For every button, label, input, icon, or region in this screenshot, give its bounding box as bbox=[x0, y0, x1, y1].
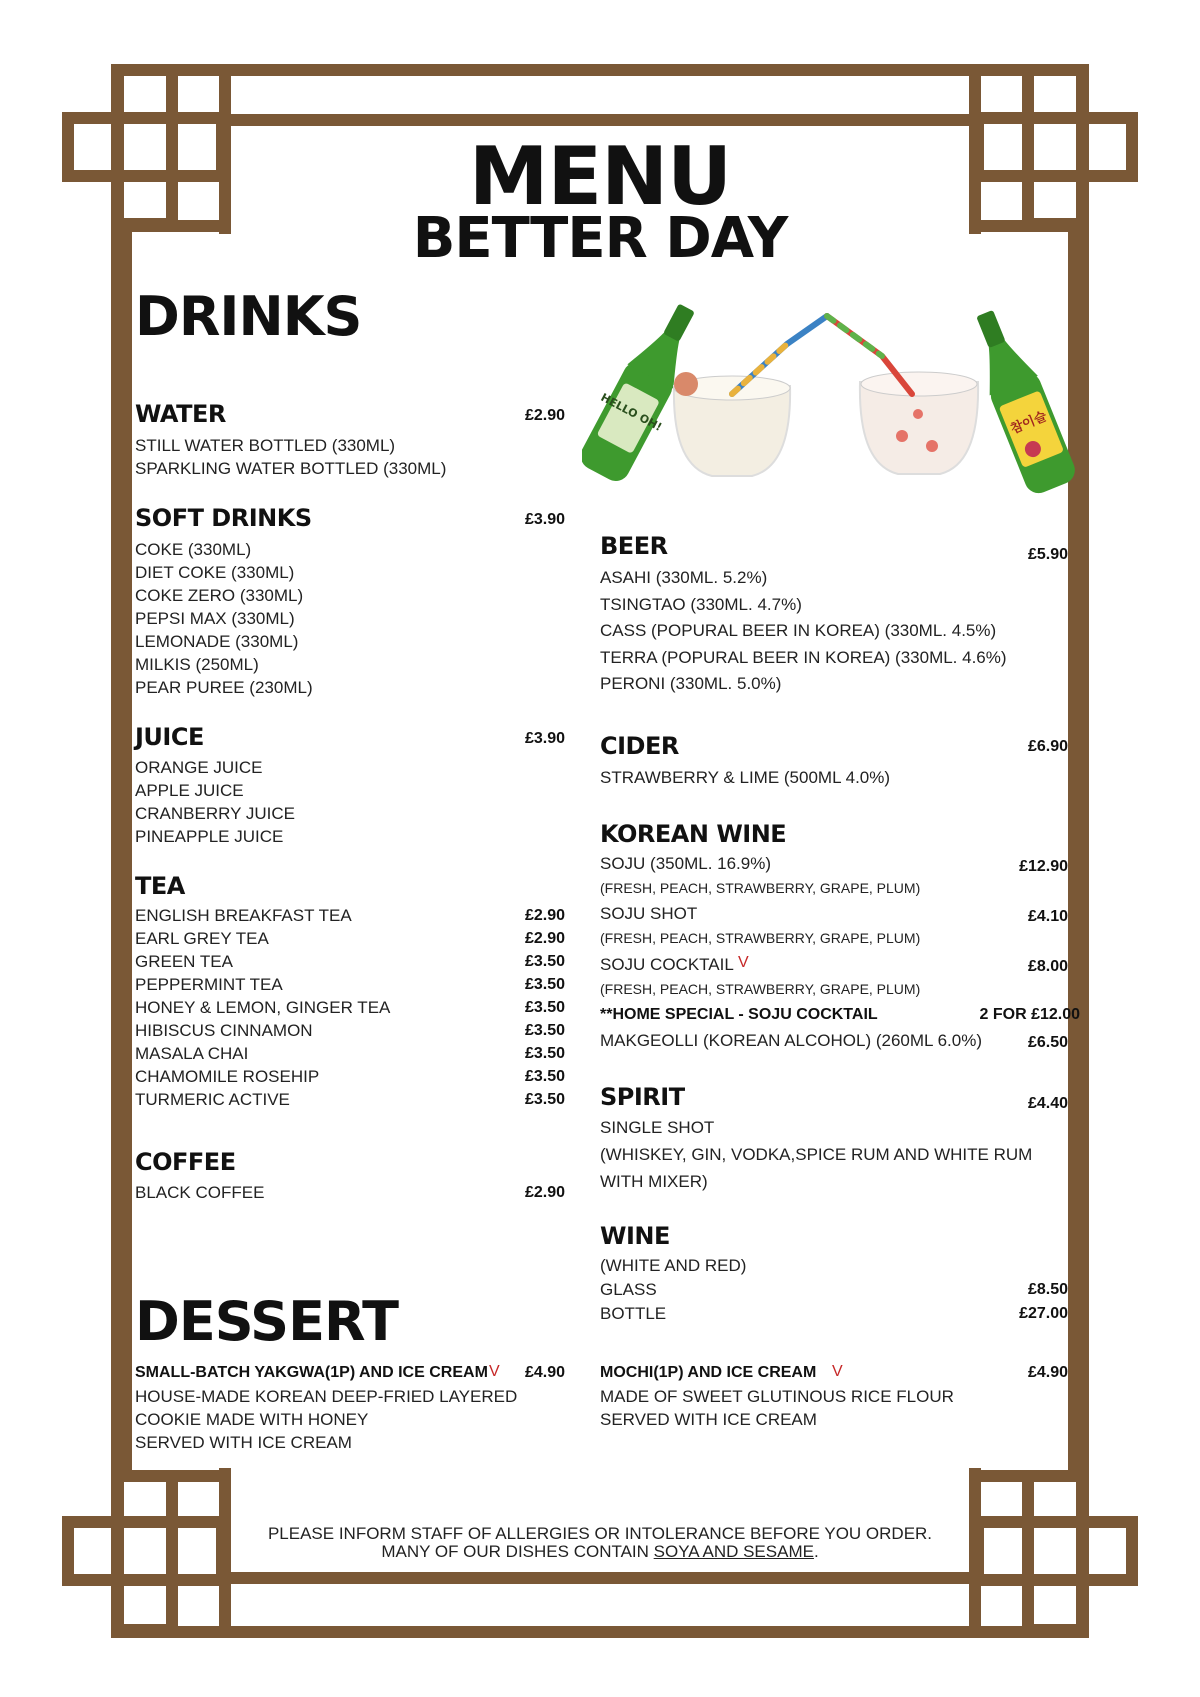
menu-item: SPARKLING WATER BOTTLED (330ML) bbox=[135, 459, 447, 478]
menu-item: SOJU COCKTAIL bbox=[600, 955, 734, 974]
menu-item: TURMERIC ACTIVE bbox=[135, 1090, 290, 1109]
right-column bbox=[600, 0, 1080, 1697]
bottle-left-label: HELLO OH! bbox=[598, 390, 664, 434]
dessert-item-name: SMALL-BATCH YAKGWA(1P) AND ICE CREAM bbox=[135, 1364, 488, 1381]
section-title-beer: BEER bbox=[600, 532, 668, 560]
dessert-description: COOKIE MADE WITH HONEY bbox=[135, 1410, 369, 1429]
menu-item: LEMONADE (330ML) bbox=[135, 632, 299, 651]
item-price: 2 FOR £12.00 bbox=[979, 1006, 1080, 1023]
menu-item: BLACK COFFEE bbox=[135, 1183, 265, 1202]
item-price: £2.90 bbox=[524, 907, 565, 924]
menu-item: TSINGTAO (330ML. 4.7%) bbox=[600, 594, 802, 614]
item-price: £8.00 bbox=[1027, 958, 1068, 975]
drinks-heading: DRINKS bbox=[135, 285, 362, 348]
item-price: £3.50 bbox=[524, 1022, 565, 1039]
menu-item: MASALA CHAI bbox=[135, 1044, 249, 1063]
section-title-juice: JUICE bbox=[135, 723, 204, 751]
menu-item: PEPSI MAX (330ML) bbox=[135, 609, 295, 628]
section-title-korean-wine: KOREAN WINE bbox=[600, 820, 787, 848]
menu-item: CRANBERRY JUICE bbox=[135, 804, 295, 823]
flavor-list: (FRESH, PEACH, STRAWBERRY, GRAPE, PLUM) bbox=[600, 880, 921, 896]
price-beer: £5.90 bbox=[1027, 546, 1068, 563]
menu-item: GREEN TEA bbox=[135, 952, 233, 971]
item-price: £4.90 bbox=[1027, 1364, 1068, 1381]
dessert-description: HOUSE-MADE KOREAN DEEP-FRIED LAYERED bbox=[135, 1387, 518, 1406]
item-price: £3.50 bbox=[524, 1091, 565, 1108]
dessert-description: SERVED WITH ICE CREAM bbox=[135, 1433, 352, 1452]
price-soft-drinks: £3.90 bbox=[524, 511, 565, 528]
allergens-underlined: SOYA AND SESAME bbox=[653, 1542, 814, 1561]
menu-item: (WHITE AND RED) bbox=[600, 1256, 747, 1275]
item-price: £12.90 bbox=[1019, 858, 1068, 875]
item-price: £3.50 bbox=[524, 953, 565, 970]
dessert-description: MADE OF SWEET GLUTINOUS RICE FLOUR bbox=[600, 1387, 954, 1406]
menu-item: MAKGEOLLI (KOREAN ALCOHOL) (260ML 6.0%) bbox=[600, 1031, 982, 1050]
price-water: £2.90 bbox=[524, 407, 565, 424]
item-price: £27.00 bbox=[1019, 1305, 1068, 1322]
menu-item: GLASS bbox=[600, 1280, 657, 1299]
price-cider: £6.90 bbox=[1027, 738, 1068, 755]
menu-item: APPLE JUICE bbox=[135, 781, 244, 800]
flavor-list: (FRESH, PEACH, STRAWBERRY, GRAPE, PLUM) bbox=[600, 930, 921, 946]
allergy-notice-suffix: . bbox=[813, 1542, 819, 1561]
menu-item: MILKIS (250ML) bbox=[135, 655, 259, 674]
menu-item: TERRA (POPURAL BEER IN KOREA) (330ML. 4.6%) bbox=[600, 647, 1007, 667]
section-title-soft-drinks: SOFT DRINKS bbox=[135, 504, 312, 532]
menu-item: PEAR PUREE (230ML) bbox=[135, 678, 313, 697]
menu-item: HONEY & LEMON, GINGER TEA bbox=[135, 998, 391, 1017]
vegetarian-icon: V bbox=[738, 954, 749, 971]
menu-item: ORANGE JUICE bbox=[135, 758, 263, 777]
menu-item: COKE ZERO (330ML) bbox=[135, 586, 304, 605]
vegetarian-icon: V bbox=[832, 1363, 843, 1380]
dessert-description: SERVED WITH ICE CREAM bbox=[600, 1410, 817, 1429]
item-price: £3.50 bbox=[524, 1045, 565, 1062]
item-price: £2.90 bbox=[524, 930, 565, 947]
menu-item: SOJU (350ML. 16.9%) bbox=[600, 854, 772, 873]
section-title-cider: CIDER bbox=[600, 732, 679, 760]
menu-item: STRAWBERRY & LIME (500ML 4.0%) bbox=[600, 768, 891, 787]
section-title-wine: WINE bbox=[600, 1222, 670, 1250]
menu-item: (WHISKEY, GIN, VODKA,SPICE RUM AND WHITE RUM bbox=[600, 1145, 1033, 1164]
section-title-spirit: SPIRIT bbox=[600, 1083, 685, 1111]
left-column bbox=[135, 0, 565, 1697]
allergy-notice-line1: PLEASE INFORM STAFF OF ALLERGIES OR INTOLERANCE BEFORE YOU ORDER. bbox=[267, 1524, 933, 1543]
menu-item: CHAMOMILE ROSEHIP bbox=[135, 1067, 320, 1086]
item-price: £3.50 bbox=[524, 1068, 565, 1085]
item-price: £4.90 bbox=[524, 1364, 565, 1381]
menu-item: COKE (330ML) bbox=[135, 540, 252, 559]
menu-title: MENU bbox=[468, 130, 732, 223]
dessert-heading: DESSERT bbox=[135, 1290, 398, 1353]
bottle-right-label: 참이슬 bbox=[1008, 409, 1050, 438]
price-spirit: £4.40 bbox=[1027, 1095, 1068, 1112]
section-title-water: WATER bbox=[135, 400, 226, 428]
allergy-notice-prefix: MANY OF OUR DISHES CONTAIN bbox=[381, 1542, 654, 1561]
flavor-list: (FRESH, PEACH, STRAWBERRY, GRAPE, PLUM) bbox=[600, 981, 921, 997]
vegetarian-icon: V bbox=[489, 1363, 500, 1380]
menu-subtitle: BETTER DAY bbox=[412, 206, 788, 271]
dessert-item-name: MOCHI(1P) AND ICE CREAM bbox=[600, 1364, 817, 1381]
menu-item: PERONI (330ML. 5.0%) bbox=[600, 674, 782, 693]
menu-item: PINEAPPLE JUICE bbox=[135, 827, 284, 846]
price-juice: £3.90 bbox=[524, 730, 565, 747]
item-price: £6.50 bbox=[1027, 1034, 1068, 1051]
menu-item: PEPPERMINT TEA bbox=[135, 975, 283, 994]
allergy-notice-line2 bbox=[0, 1542, 1200, 1562]
menu-item: ASAHI (330ML. 5.2%) bbox=[600, 568, 768, 587]
item-price: £3.50 bbox=[524, 999, 565, 1016]
menu-item: BOTTLE bbox=[600, 1304, 667, 1323]
item-price: £4.10 bbox=[1027, 908, 1068, 925]
menu-item: SOJU SHOT bbox=[600, 904, 698, 923]
menu-item: WITH MIXER) bbox=[600, 1172, 708, 1191]
menu-item: STILL WATER BOTTLED (330ML) bbox=[135, 436, 396, 455]
menu-item: HIBISCUS CINNAMON bbox=[135, 1021, 313, 1040]
menu-item: CASS (POPURAL BEER IN KOREA) (330ML. 4.5%) bbox=[600, 621, 997, 640]
menu-item: EARL GREY TEA bbox=[135, 929, 269, 948]
item-price: £2.90 bbox=[524, 1184, 565, 1201]
section-title-coffee: COFFEE bbox=[135, 1148, 236, 1176]
menu-item: ENGLISH BREAKFAST TEA bbox=[135, 906, 352, 925]
item-price: £3.50 bbox=[524, 976, 565, 993]
home-special: **HOME SPECIAL - SOJU COCKTAIL bbox=[600, 1006, 878, 1023]
item-price: £8.50 bbox=[1027, 1281, 1068, 1298]
menu-item: DIET COKE (330ML) bbox=[135, 563, 295, 582]
menu-item: SINGLE SHOT bbox=[600, 1118, 715, 1137]
section-title-tea: TEA bbox=[135, 872, 185, 900]
